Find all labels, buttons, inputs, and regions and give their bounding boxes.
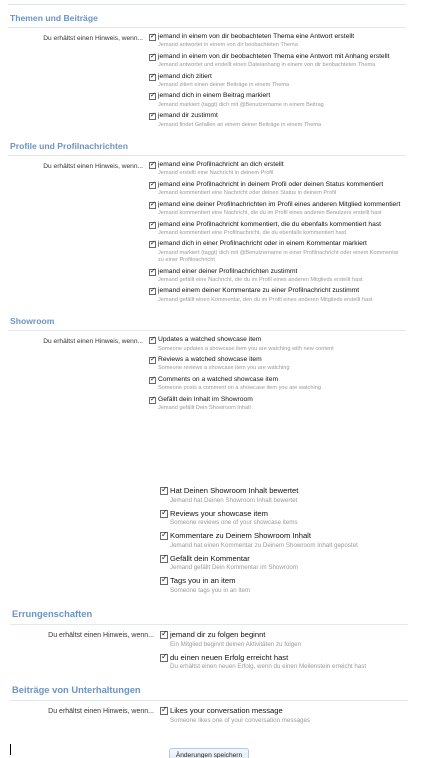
section-errungenschaften xyxy=(10,606,408,675)
alert-option-hint: Jemand hat einen Kommentar zu Deinem Showroom Inhalt gepostet xyxy=(170,541,358,549)
alert-option-label: Gefällt dein Kommentar xyxy=(170,553,250,563)
alert-option-label: Comments on a watched showcase item xyxy=(158,375,279,383)
alert-option-label: jemand dich in einer Profilnachricht oder in einem Kommentar markiert xyxy=(158,240,367,248)
alert-option-label: jemand dich zitiert xyxy=(158,72,212,80)
checkbox[interactable] xyxy=(149,337,156,344)
row-label: Du erhältst einen Hinweis, wenn... xyxy=(43,163,143,171)
alert-option-hint: Jemand antwortet in einem von dir beobachteten Thema xyxy=(158,42,298,49)
alert-option-hint: Jemand kommentiert eine Nachricht, die du im Profil eines anderen Benutzers erstellt hast xyxy=(158,210,382,217)
alert-option-hint: Jemand markiert (taggt) dich mit @Benutzername in einer Profilnachricht oder einem Kommentar zu einer Profilnachricht xyxy=(158,249,399,264)
alert-option-label: jemand dir zu folgen beginnt xyxy=(170,629,266,639)
checkbox[interactable] xyxy=(149,74,156,81)
alert-option-label: jemand eine Profilnachricht kommentiert, die du ebenfalls kommentiert hast xyxy=(158,220,382,228)
alert-option[interactable] xyxy=(149,73,406,90)
alert-option-label: jemand in einem von dir beobachteten Thema eine Antwort mit Anhang erstellt xyxy=(158,52,390,60)
section-themen xyxy=(8,11,406,132)
alert-option-hint: Ein Mitglied beginnt deinen Aktivitäten zu folgen xyxy=(170,640,302,648)
checkbox[interactable] xyxy=(149,222,156,229)
alert-option[interactable] xyxy=(160,630,408,649)
top-divider xyxy=(8,4,406,5)
option-row xyxy=(8,161,406,307)
alert-option-hint: Someone reviews a showcase item you are watching xyxy=(158,365,290,372)
checkbox[interactable] xyxy=(160,510,168,518)
alert-option-label: jemand eine deiner Profilnachrichten im Profil eines anderen Mitglied kommentiert xyxy=(158,200,401,208)
option-row xyxy=(10,486,408,599)
option-list xyxy=(149,161,406,307)
alert-option[interactable] xyxy=(149,396,406,413)
text-cursor xyxy=(10,744,11,755)
row-label: Du erhältst einen Hinweis, wenn... xyxy=(43,35,143,42)
option-list xyxy=(149,33,406,132)
alert-option[interactable] xyxy=(149,181,406,198)
section-divider xyxy=(8,155,406,156)
alerts-preferences-lower xyxy=(10,486,408,758)
checkbox[interactable] xyxy=(149,288,156,295)
alert-option[interactable] xyxy=(160,509,408,528)
form-actions xyxy=(10,736,408,758)
save-changes-button[interactable]: Änderungen speichern xyxy=(169,748,249,758)
checkbox[interactable] xyxy=(149,377,156,384)
section-title: Showroom xyxy=(10,316,55,327)
alert-option-label: Hat Deinen Showroom Inhalt bewertet xyxy=(170,486,299,495)
alert-option-label: jemand einer deiner Profilnachrichten zustimmt xyxy=(158,267,298,275)
alert-option-hint: Someone likes one of your conversation messages xyxy=(170,716,310,724)
option-row xyxy=(10,706,408,729)
alert-option-label: jemand eine Profilnachricht an dich erstellt xyxy=(158,161,284,169)
checkbox[interactable] xyxy=(149,202,156,209)
checkbox[interactable] xyxy=(160,487,168,495)
checkbox[interactable] xyxy=(149,357,156,364)
section-title: Profile und Profilnachrichten xyxy=(10,141,128,152)
alert-option-label: Updates a watched showcase item xyxy=(158,336,262,344)
alert-option-label: Tags you in an item xyxy=(170,576,236,586)
section-divider xyxy=(10,700,408,701)
alert-option[interactable] xyxy=(149,287,406,304)
alert-option[interactable] xyxy=(149,240,406,264)
checkbox[interactable] xyxy=(160,654,168,662)
alert-option-hint: Jemand zitiert einen deiner Beiträge in einem Thema xyxy=(158,82,290,89)
section-profile xyxy=(8,139,406,307)
checkbox[interactable] xyxy=(160,555,168,563)
option-list xyxy=(149,336,406,415)
alerts-preferences-upper xyxy=(8,4,406,422)
option-list xyxy=(160,486,408,599)
alert-option[interactable] xyxy=(160,486,408,505)
section-divider xyxy=(8,27,406,28)
alert-option-label: Reviews a watched showcase item xyxy=(158,355,262,363)
alert-option-hint: Someone tags you in an item xyxy=(170,586,251,594)
checkbox[interactable] xyxy=(149,54,156,61)
alert-option-hint: Jemand gefällt Dein Showroom Inhalt xyxy=(158,405,251,411)
alert-option-label: jemand einem deiner Kommentare zu einer Profilnachricht zustimmt xyxy=(158,287,360,295)
row-label: Du erhältst einen Hinweis, wenn... xyxy=(48,708,154,716)
alert-option[interactable] xyxy=(149,376,406,393)
section-showroom xyxy=(8,314,406,415)
checkbox[interactable] xyxy=(149,182,156,189)
alert-option[interactable] xyxy=(149,33,406,50)
row-label: Du erhältst einen Hinweis, wenn... xyxy=(48,631,154,639)
alert-option[interactable] xyxy=(149,336,406,353)
alert-option[interactable] xyxy=(160,706,408,725)
section-divider xyxy=(8,330,406,331)
row-label: Du erhältst einen Hinweis, wenn... xyxy=(43,338,143,346)
alert-option[interactable] xyxy=(160,554,408,573)
checkbox[interactable] xyxy=(160,532,168,540)
checkbox[interactable] xyxy=(149,397,156,404)
alert-option-label: jemand dir zustimmt xyxy=(158,112,218,120)
section-title: Themen und Beiträge xyxy=(10,13,98,23)
option-row xyxy=(8,336,406,415)
alert-option-hint: Someone posts a comment on a showcase item you are watching xyxy=(158,385,321,392)
alert-option-hint: Jemand findet Gefallen an einem deiner Beiträge in einem Thema xyxy=(158,121,322,128)
alert-option[interactable] xyxy=(160,531,408,550)
section-divider xyxy=(10,624,408,625)
checkbox[interactable] xyxy=(149,269,156,276)
alert-option-hint: Jemand gefällt eine Nachricht, die du im Profil eines anderen Mitglieds erstellt hast xyxy=(158,276,363,283)
alert-option[interactable] xyxy=(149,53,406,70)
alert-option-label: Likes your conversation message xyxy=(170,706,283,716)
checkbox[interactable] xyxy=(160,707,168,715)
alert-option-label: Kommentare zu Deinem Showroom Inhalt xyxy=(170,531,311,541)
alert-option[interactable] xyxy=(149,161,406,178)
alert-option-hint: Jemand markiert (taggt) dich mit @Benutzername in einem Beitrag xyxy=(158,101,324,108)
alert-option-hint: Someone reviews one of your showcase items xyxy=(170,519,298,527)
section-unterhaltungen xyxy=(10,682,408,729)
alert-option-hint: Jemand antwortet und erstellt einen Dateianhang in einem von dir beobachteten Thema xyxy=(158,62,376,69)
alert-option[interactable] xyxy=(149,92,406,109)
alert-option-hint: Jemand erstellt eine Nachricht in deinem Profil xyxy=(158,170,274,177)
option-list xyxy=(160,630,408,675)
option-row xyxy=(8,33,406,132)
alert-option-hint: Jemand gefällt Dein Kommentar im Showroom xyxy=(170,564,298,572)
checkbox[interactable] xyxy=(160,631,168,639)
alert-option-hint: Jemand kommentiert eine Nachricht oder deinen Status in deinem Profil xyxy=(158,190,337,197)
checkbox[interactable] xyxy=(149,34,156,41)
alert-option-hint: Jemand hat Deinen Showroom Inhalt bewertet xyxy=(170,496,298,504)
alert-option-label: jemand in einem von dir beobachteten Thema eine Antwort erstellt xyxy=(158,33,355,40)
alert-option[interactable] xyxy=(149,356,406,373)
alert-option[interactable] xyxy=(160,653,408,672)
alert-option-hint: Jemand gefällt einen Kommentar, den du im Profil eines anderen Mitglieds erstellt hast xyxy=(158,296,373,303)
alert-option-label: du einen neuen Erfolg erreicht hast xyxy=(170,652,289,662)
section-title: Errungenschaften xyxy=(12,607,93,619)
alert-option-hint: Someone updates a showcase item you are watching with new content xyxy=(158,345,334,352)
alert-option[interactable] xyxy=(149,221,406,238)
checkbox[interactable] xyxy=(149,241,156,248)
row-label-spacer xyxy=(10,486,160,487)
checkbox[interactable] xyxy=(149,162,156,169)
checkbox[interactable] xyxy=(160,577,168,585)
alert-option[interactable] xyxy=(160,576,408,595)
alert-option-hint: Jemand kommentiert eine Profilnachricht, die du ebenfalls kommentiert hast xyxy=(158,229,347,236)
alert-option[interactable] xyxy=(149,201,406,218)
alert-option[interactable] xyxy=(149,268,406,285)
alert-option-label: jemand dich in einem Beitrag markiert xyxy=(158,92,271,100)
alert-option-label: Gefällt dein Inhalt im Showroom xyxy=(158,395,253,403)
option-list xyxy=(160,706,408,729)
alert-option-label: Reviews your showcase item xyxy=(170,508,268,518)
section-title: Beiträge von Unterhaltungen xyxy=(12,684,141,696)
alert-option[interactable] xyxy=(149,112,406,129)
option-row xyxy=(10,630,408,675)
alert-option-hint: Du erhältst einen neuen Erfolg, wenn du einen Meilenstein erreicht hast xyxy=(170,663,367,671)
checkbox[interactable] xyxy=(149,93,156,100)
checkbox[interactable] xyxy=(149,113,156,120)
alert-option-label: jemand eine Profilnachricht in deinem Profil oder deinen Status kommentiert xyxy=(158,180,384,188)
